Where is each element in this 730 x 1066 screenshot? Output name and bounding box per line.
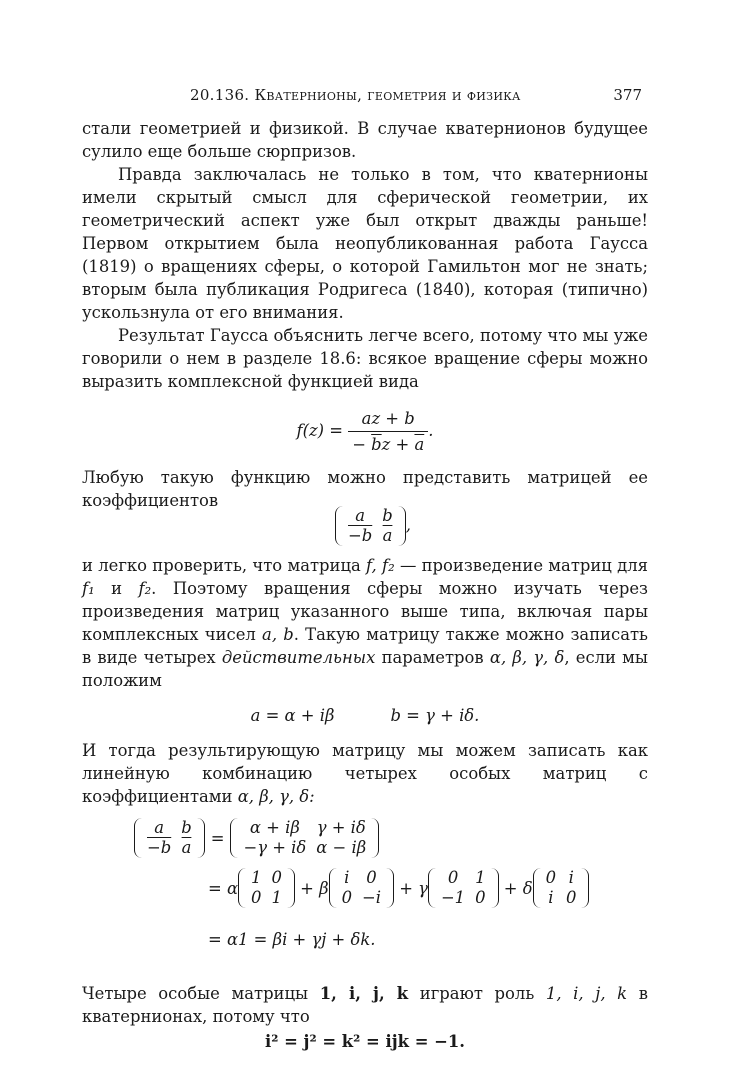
decomp-line-1: a b −b $\overline{a}$ = α + iβ γ + iδ −γ + iδ α − iβ [134, 818, 379, 858]
equation-quaternion-rule: i² = j² = k² = ijk = −1. [265, 1032, 465, 1051]
header-title [190, 86, 521, 104]
fraction: $\frac{az + b}{- \overline{b}z + \overline{a}}$ [348, 407, 428, 456]
paragraph-4: Любую такую функцию можно представить матрицей ее коэффициентов [82, 468, 648, 510]
equation-matrix: a b −b $\overline{a}$ , [82, 506, 648, 546]
decomp-line-3: = α1 = βi + γj + δk. [208, 930, 376, 949]
running-header [190, 86, 650, 106]
equation-decomposition [82, 818, 648, 968]
paragraph-1: стали геометрией и физикой. В случае кватернионов будущее сулило еще больше сюрпризов. [82, 119, 648, 161]
paragraph-6: И тогда результирующую матрицу мы можем записать как линейную комбинацию четырех особых матриц с коэффициентами α, β, γ, δ: [82, 741, 648, 806]
page-number: 377 [613, 86, 642, 104]
equation-substitution: a = α + iβ b = γ + iδ. [250, 706, 480, 725]
coeff-matrix: a b −b $\overline{a}$ [335, 506, 406, 546]
chapter-title: Кватернионы, геометрия и физика [254, 86, 521, 104]
equation-mobius: f(z) = $\frac{az + b}{- \overline{b}z + \overline{a}}$ . [296, 409, 434, 454]
page-body [82, 117, 648, 1053]
decomp-line-2: = α 1 0 0 1 + β i 0 0 −i + γ 0 1 −1 0 + δ 0 i i 0 [208, 868, 589, 908]
paragraph-7: Четыре особые матрицы 1, i, j, k играют роль 1, i, j, k в кватернионах, потому что [82, 984, 648, 1026]
section-number: 20.136. [190, 86, 250, 104]
paragraph-5: и легко проверить, что матрица f, f₂ — произведение матриц для f₁ и f₂. Поэтому вращения сферы можно изучать через произведения матриц указанного выше типа, включая пары комплексных чисел a, b. Такую матрицу также можно записать в виде четырех действительных параметров α, β, γ, δ, если мы положим [82, 556, 648, 690]
paragraph-3: Результат Гаусса объяснить легче всего, потому что мы уже говорили о нем в разделе 18.6: всякое вращение сферы можно выразить комплексной функцией вида [82, 326, 648, 391]
paragraph-2: Правда заключалась не только в том, что кватернионы имели скрытый смысл для сферической геометрии, их геометрический аспект уже был открыт дважды раньше! Первом открытием была неопубликованная работа Гаусса (1819) о вращениях сферы, о которой Гамильтон мог не знать; вторым была публикация Родригеса (1840), которая (типично) ускользнула от его внимания. [82, 165, 648, 322]
